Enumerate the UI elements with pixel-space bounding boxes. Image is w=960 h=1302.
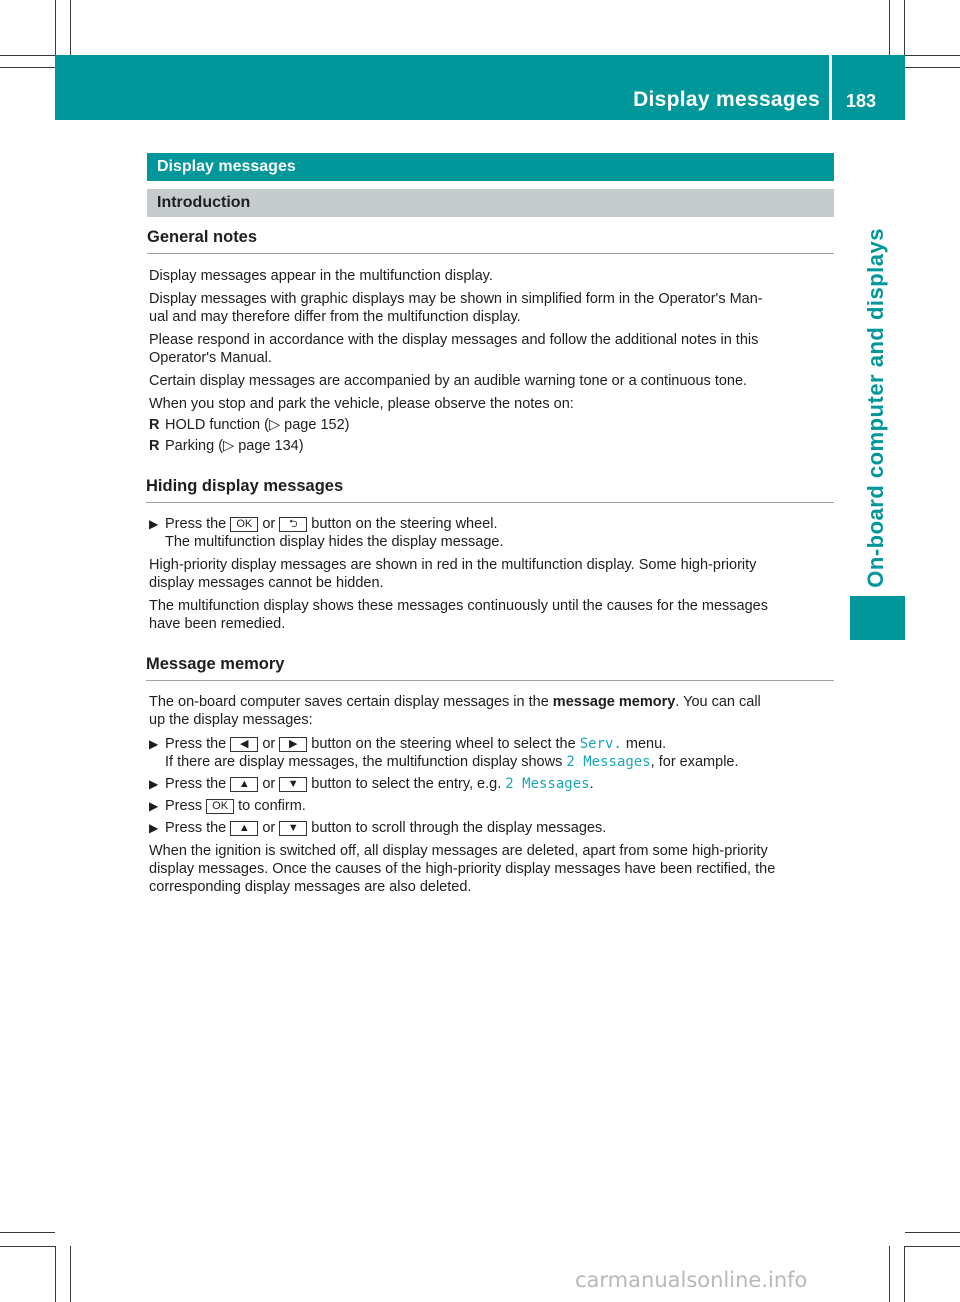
- page-content: [147, 153, 834, 896]
- paragraph-line: have been remedied.: [149, 616, 286, 632]
- paragraph-line: ual and may therefore differ from the multifunction display.: [149, 309, 521, 325]
- paragraph: When you stop and park the vehicle, please observe the notes on:: [149, 396, 574, 412]
- crop-mark: [905, 1232, 960, 1233]
- crop-mark: [55, 0, 56, 55]
- down-key-icon: ▼: [279, 821, 307, 836]
- instruction-step: ▶ Press OK to confirm.: [149, 798, 306, 814]
- paragraph-line: up the display messages:: [149, 712, 313, 728]
- paragraph-line: When the ignition is switched off, all display messages are deleted, apart from some high-priority: [149, 843, 768, 859]
- crop-mark: [0, 1232, 55, 1233]
- instruction-step: ▶ Press the ▲ or ▼ button to scroll through the display messages.: [149, 820, 607, 836]
- chapter-thumb-block: [850, 596, 905, 640]
- term-message-memory: message memory: [552, 694, 676, 710]
- step-arrow-icon: ▶: [149, 517, 159, 531]
- ok-key-icon: OK: [230, 517, 258, 532]
- paragraph: Display messages appear in the multifunction display.: [149, 268, 493, 284]
- crop-mark: [70, 0, 71, 55]
- crop-mark: [55, 1246, 56, 1302]
- heading-general-notes: General notes: [147, 228, 834, 254]
- step-arrow-icon: ▶: [149, 799, 159, 813]
- crop-mark: [70, 1246, 71, 1302]
- bullet-mark: R: [149, 417, 160, 433]
- step-result: The multifunction display hides the display message.: [165, 534, 504, 550]
- paragraph-line: High-priority display messages are shown in red in the multifunction display. Some high-priority: [149, 557, 757, 573]
- instruction-step: ▶ Press the ▲ or ▼ button to select the entry, e.g. 2 Messages.: [149, 776, 594, 792]
- display-text-serv: Serv.: [579, 736, 622, 752]
- right-key-icon: ▶: [279, 737, 307, 752]
- crop-mark: [0, 1246, 55, 1247]
- paragraph-line: corresponding display messages are also deleted.: [149, 879, 472, 895]
- crop-mark: [889, 0, 890, 55]
- page-reference-link[interactable]: page 152): [284, 417, 350, 433]
- heading-message-memory: Message memory: [146, 655, 834, 681]
- paragraph: Certain display messages are accompanied by an audible warning tone or a continuous tone.: [149, 373, 748, 389]
- chapter-side-tab-label: On-board computer and displays: [863, 228, 888, 588]
- heading-hiding-messages: Hiding display messages: [146, 477, 834, 503]
- section-title-band: Display messages: [147, 153, 834, 181]
- crop-mark: [904, 1246, 905, 1302]
- instruction-step: ▶ Press the OK or ⮌ button on the steering wheel. The multifunction display hides the display message.: [149, 516, 504, 550]
- hiding-section: [147, 477, 834, 633]
- bullet-mark: R: [149, 438, 160, 454]
- list-item: R HOLD function (▷ page 152): [149, 417, 350, 433]
- instruction-step: ▶ Press the ◀ or ▶ button on the steering wheel to select the Serv. menu. If there are display messages, the multifunction display shows 2 Messages, for example.: [149, 736, 739, 770]
- crop-mark: [905, 67, 960, 68]
- step-arrow-icon: ▶: [149, 821, 159, 835]
- paragraph-line: display messages cannot be hidden.: [149, 575, 384, 591]
- ok-key-icon: OK: [206, 799, 234, 814]
- crop-mark: [904, 0, 905, 55]
- step-arrow-icon: ▶: [149, 777, 159, 791]
- list-item: R Parking (▷ page 134): [149, 438, 304, 454]
- page-number: 183: [846, 91, 877, 111]
- running-header-title: Display messages: [633, 88, 820, 111]
- chapter-side-tab: [849, 228, 903, 588]
- up-key-icon: ▲: [230, 821, 258, 836]
- step-arrow-icon: ▶: [149, 737, 159, 751]
- left-key-icon: ◀: [230, 737, 258, 752]
- down-key-icon: ▼: [279, 777, 307, 792]
- crop-mark: [889, 1246, 890, 1302]
- header-divider: [829, 55, 832, 120]
- page-ref-arrow-icon: ▷: [268, 417, 281, 433]
- crop-mark: [905, 1246, 960, 1247]
- paragraph-line: display messages. Once the causes of the high-priority display messages have been rectified, the: [149, 861, 776, 877]
- paragraph-line: Display messages with graphic displays may be shown in simplified form in the Operator's Man-: [149, 291, 763, 307]
- watermark-text: carmanualsonline.info: [575, 1268, 808, 1292]
- message-memory-section: [147, 655, 834, 896]
- up-key-icon: ▲: [230, 777, 258, 792]
- page-reference-link[interactable]: page 134): [238, 438, 304, 454]
- page-ref-arrow-icon: ▷: [223, 438, 235, 454]
- paragraph-line: Operator's Manual.: [149, 350, 272, 366]
- paragraph-line: The multifunction display shows these messages continuously until the causes for the messages: [149, 598, 768, 614]
- display-text-messages: 2 Messages: [505, 776, 590, 792]
- subsection-title-band: Introduction: [147, 189, 834, 217]
- paragraph-line: The on-board computer saves certain display messages in the message memory. You can call: [149, 694, 761, 710]
- crop-mark: [0, 67, 55, 68]
- back-key-icon: ⮌: [279, 517, 307, 532]
- general-notes-section: [147, 228, 834, 455]
- paragraph-line: Please respond in accordance with the display messages and follow the additional notes in this: [149, 332, 759, 348]
- step-result: If there are display messages, the multifunction display shows 2 Messages, for example.: [165, 754, 739, 770]
- crop-mark: [0, 55, 55, 56]
- crop-mark: [905, 55, 960, 56]
- display-text-messages: 2 Messages: [566, 754, 651, 770]
